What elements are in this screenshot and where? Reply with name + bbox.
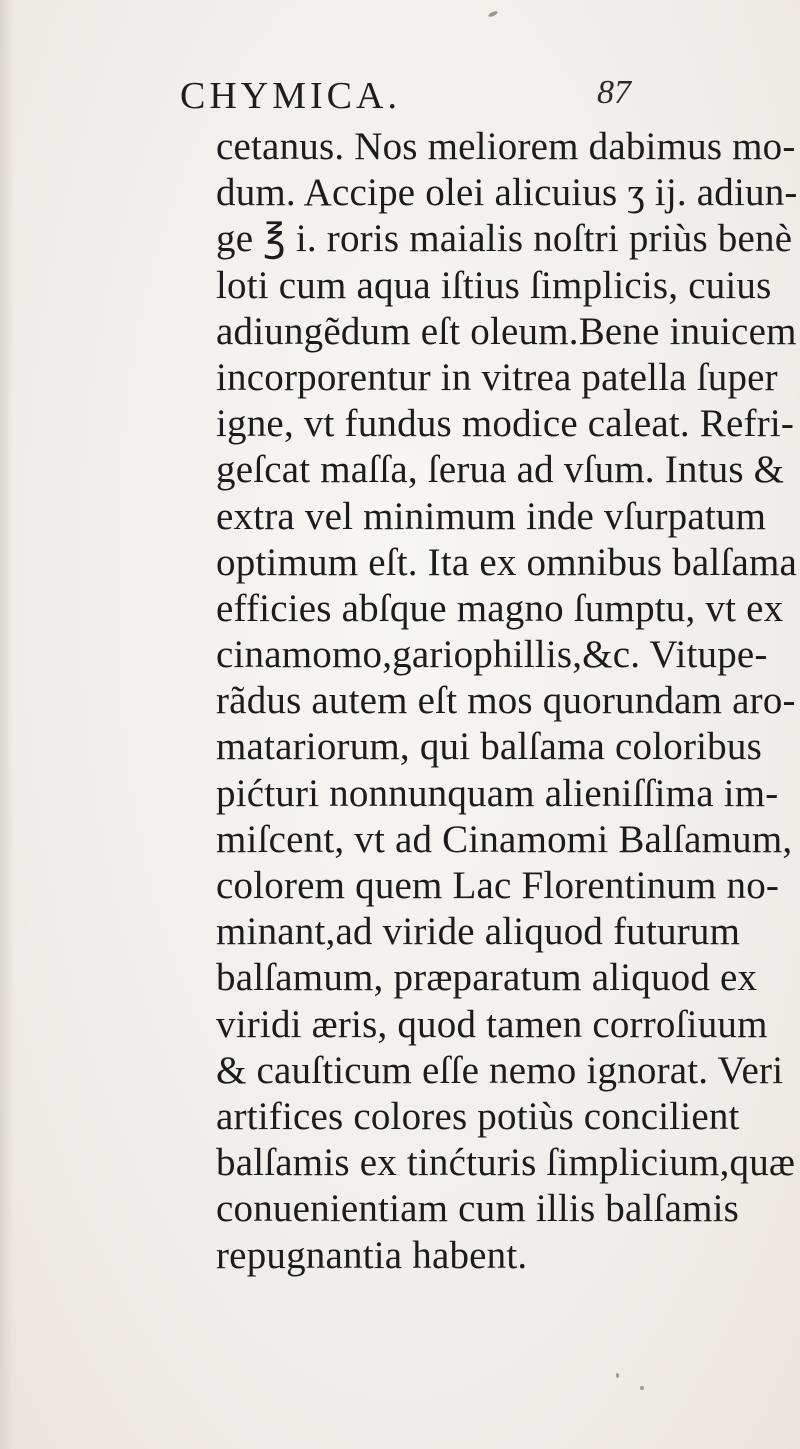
text-line: matariorum, qui balſama coloribus bbox=[216, 725, 762, 769]
text-line: optimum eſt. Ita ex omnibus balſama bbox=[216, 540, 798, 584]
text-line: balſamis ex tinćturis ſimplicium,quæ bbox=[216, 1141, 796, 1185]
text-line: conuenientiam cum illis balſamis bbox=[216, 1187, 740, 1231]
page-gutter-shadow bbox=[0, 0, 14, 1449]
text-line: igne, vt fundus modice caleat. Refri- bbox=[216, 402, 795, 446]
text-line: incorporentur in vitrea patella ſuper bbox=[216, 355, 778, 399]
page-number: 87 bbox=[597, 74, 631, 111]
paper-speck bbox=[640, 1386, 644, 1390]
text-line: pićturi nonnunquam alieniſſima im- bbox=[216, 771, 779, 815]
text-line: adiungẽdum eſt oleum.Bene inuicem bbox=[216, 309, 797, 353]
text-line: dum. Accipe olei alicuius ʒ ij. adiun- bbox=[216, 171, 798, 215]
text-line: artifices colores potiùs concilient bbox=[216, 1094, 740, 1138]
text-line: loti cum aqua iſtius ſimplicis, cuius bbox=[216, 263, 772, 307]
text-line: ge ℥ i. roris maialis noſtri priùs benè bbox=[216, 217, 793, 261]
text-line: cinamomo,gariophillis,&c. Vitupe- bbox=[216, 633, 768, 677]
text-line: & cauſticum eſſe nemo ignorat. Veri bbox=[216, 1048, 784, 1092]
text-line: cetanus. Nos meliorem dabimus mo- bbox=[216, 125, 796, 168]
text-line: geſcat maſſa, ſerua ad vſum. Intus & bbox=[216, 448, 785, 492]
text-line: colorem quem Lac Florentinum no- bbox=[216, 864, 780, 907]
running-head: CHYMICA. bbox=[180, 75, 401, 117]
body-text bbox=[216, 124, 796, 1279]
text-line: repugnantia habent. bbox=[216, 1233, 528, 1277]
text-line: minant,ad viride aliquod futurum bbox=[216, 910, 741, 954]
text-line: miſcent, vt ad Cinamomi Balſamum, bbox=[216, 817, 793, 861]
text-line: viridi æris, quod tamen corroſiuum bbox=[216, 1002, 768, 1046]
page-header bbox=[0, 66, 800, 126]
text-line: balſamum, præparatum aliquod ex bbox=[216, 956, 758, 1000]
text-line: extra vel minimum inde vſurpatum bbox=[216, 494, 767, 538]
text-line: efficies abſque magno ſumptu, vt ex bbox=[216, 586, 784, 630]
paper-speck bbox=[616, 1373, 619, 1378]
paper-speck bbox=[488, 10, 499, 18]
text-line: rãdus autem eſt mos quorundam aro- bbox=[216, 679, 796, 723]
